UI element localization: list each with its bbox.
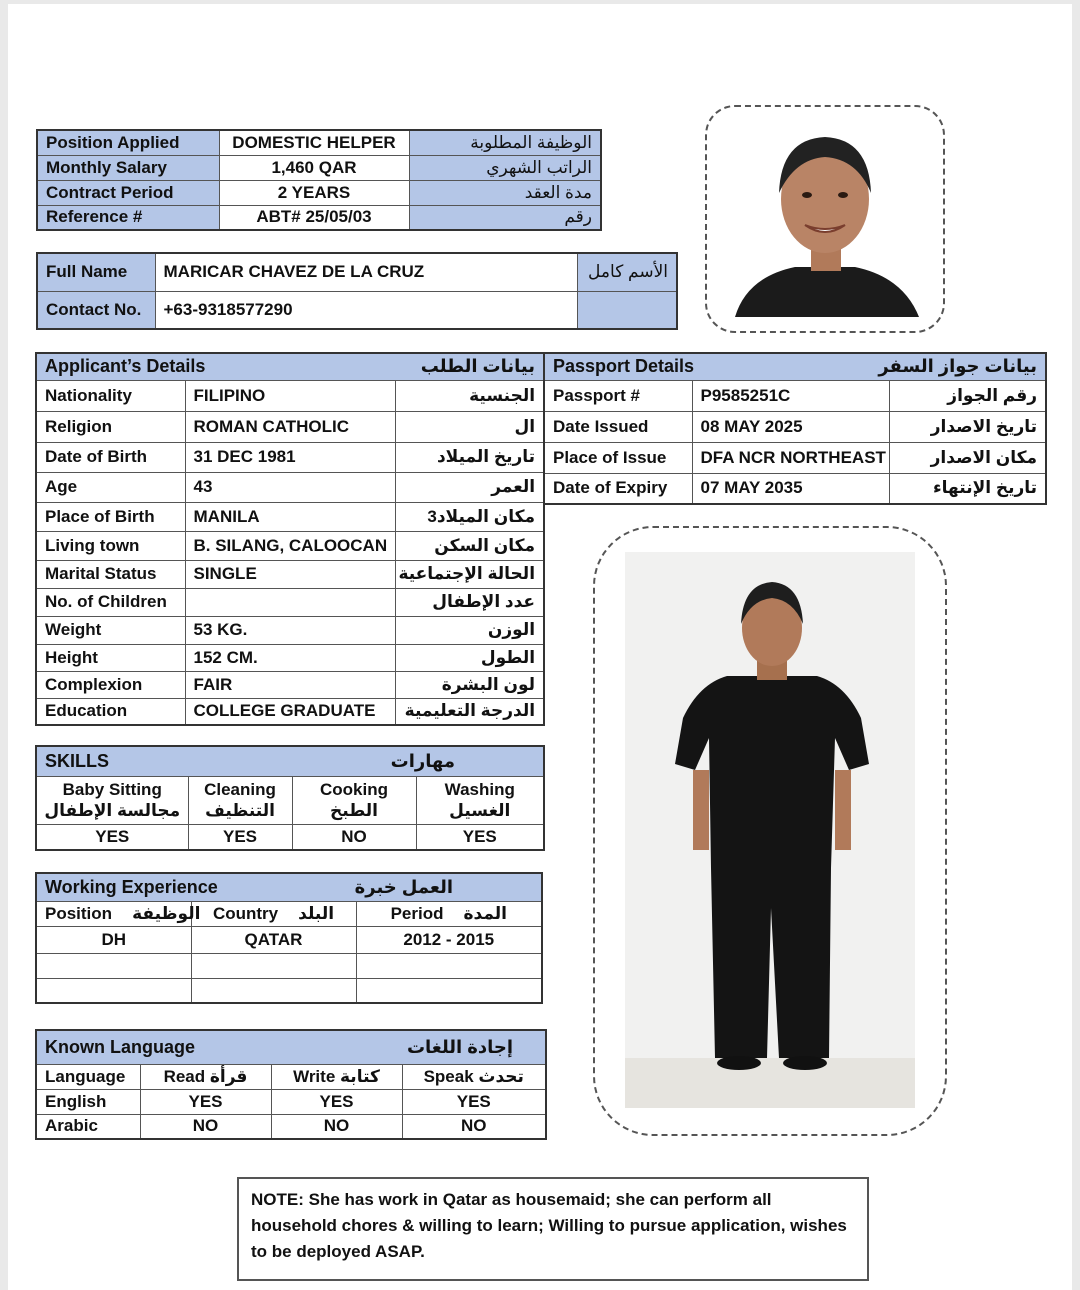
experience-country — [191, 953, 356, 978]
full-body-photo — [593, 526, 947, 1136]
applicant-label: Date of Birth — [36, 442, 185, 472]
passport-label-ar: تاريخ الاصدار — [889, 411, 1046, 442]
position-table — [36, 129, 602, 231]
languages-table — [35, 1029, 547, 1140]
skill-name-cell — [188, 776, 292, 824]
applicant-title-ar: بيانات الطلب — [420, 356, 536, 377]
applicant-label-ar: الطول — [395, 644, 544, 671]
salary-row: Monthly Salary 1,460 QAR الراتب الشهري — [37, 155, 601, 180]
applicant-label: Education — [36, 698, 185, 725]
applicant-label-ar: تاريخ الميلاد — [395, 442, 544, 472]
passport-label-ar: تاريخ الإنتهاء — [889, 473, 1046, 504]
experience-row — [36, 926, 542, 953]
applicant-row — [36, 644, 544, 671]
language-write: YES — [271, 1089, 402, 1114]
applicant-value: COLLEGE GRADUATE — [185, 698, 395, 725]
applicant-title: Applicant’s Details — [45, 356, 206, 377]
applicant-label: Age — [36, 472, 185, 502]
applicant-label-ar: لون البشرة — [395, 671, 544, 698]
skill-name: Cooking — [320, 780, 388, 799]
applicant-row — [36, 560, 544, 588]
contact-value: +63-9318577290 — [155, 291, 577, 329]
contract-row: Contract Period 2 YEARS مدة العقد — [37, 180, 601, 205]
applicant-label: Religion — [36, 411, 185, 442]
passport-value: P9585251C — [692, 380, 889, 411]
languages-title: Known Language — [45, 1036, 195, 1057]
applicant-label-ar: الوزن — [395, 616, 544, 644]
experience-row — [36, 978, 542, 1003]
contact-row: Contact No. +63-9318577290 — [37, 291, 677, 329]
applicant-label-ar: مكان الميلاد3 — [395, 502, 544, 531]
experience-period — [356, 978, 542, 1003]
languages-columns-row — [36, 1064, 546, 1089]
skill-value: YES — [188, 824, 292, 850]
passport-value: 08 MAY 2025 — [692, 411, 889, 442]
skill-value: YES — [416, 824, 544, 850]
skill-name-ar: مجالسة الإطفال — [44, 801, 181, 820]
experience-row — [36, 953, 542, 978]
experience-column-ar: المدة — [463, 903, 507, 923]
applicant-row — [36, 588, 544, 616]
applicant-row — [36, 698, 544, 725]
experience-column-header — [36, 901, 201, 926]
language-write: NO — [271, 1114, 402, 1139]
experience-position — [36, 953, 191, 978]
skill-name: Baby Sitting — [62, 780, 162, 799]
applicant-label: Place of Birth — [36, 502, 185, 531]
language-speak: NO — [402, 1114, 546, 1139]
passport-row — [544, 380, 1046, 411]
applicant-value: 152 CM. — [185, 644, 395, 671]
applicant-row — [36, 472, 544, 502]
note-box: NOTE: She has work in Qatar as housemaid; she can perform all household chores & willing to learn; Willing to pursue application, wishes to be deployed ASAP. — [237, 1177, 869, 1281]
language-read: NO — [140, 1114, 271, 1139]
experience-country: QATAR — [191, 926, 356, 953]
full-name-value: MARICAR CHAVEZ DE LA CRUZ — [155, 253, 577, 291]
skills-names-row — [36, 776, 544, 824]
skill-name: Washing — [444, 780, 515, 799]
applicant-label-ar: الجنسية — [395, 380, 544, 411]
passport-label-ar: مكان الاصدار — [889, 442, 1046, 473]
skill-name-ar: التنظيف — [205, 801, 275, 820]
experience-table — [35, 872, 543, 1004]
applicant-value: FAIR — [185, 671, 395, 698]
skill-name-ar: الطبخ — [330, 801, 378, 820]
applicant-label: Complexion — [36, 671, 185, 698]
skills-values-row — [36, 824, 544, 850]
applicant-label-ar: عدد الإطفال — [395, 588, 544, 616]
applicant-row — [36, 616, 544, 644]
skills-table — [35, 745, 545, 851]
experience-column-ar: البلد — [298, 903, 335, 923]
skill-name-cell — [292, 776, 416, 824]
applicant-header — [36, 353, 544, 380]
experience-title-ar: العمل خبرة — [354, 876, 454, 897]
skill-name-cell — [36, 776, 188, 824]
applicant-value: SINGLE — [185, 560, 395, 588]
passport-row — [544, 473, 1046, 504]
passport-title: Passport Details — [553, 356, 695, 377]
language-speak: YES — [402, 1089, 546, 1114]
language-row — [36, 1114, 546, 1139]
skills-title-ar: مهارات — [390, 750, 456, 771]
applicant-row — [36, 411, 544, 442]
skill-value: YES — [36, 824, 188, 850]
applicant-value: B. SILANG, CALOOCAN — [185, 531, 395, 560]
language-column-header: Speak تحدث — [402, 1064, 546, 1089]
full-body-illustration — [595, 528, 945, 1134]
skill-name-ar: الغسيل — [449, 801, 511, 820]
applicant-label: Weight — [36, 616, 185, 644]
applicant-row — [36, 531, 544, 560]
passport-label-ar: رقم الجواز — [889, 380, 1046, 411]
applicant-label-ar: مكان السكن — [395, 531, 544, 560]
languages-title-ar: إجادة اللغات — [406, 1036, 513, 1057]
languages-header — [36, 1030, 546, 1064]
applicant-row — [36, 442, 544, 472]
applicant-value: MANILA — [185, 502, 395, 531]
skill-name: Cleaning — [204, 780, 276, 799]
experience-column-en: Country — [212, 903, 279, 923]
experience-position — [36, 978, 191, 1003]
passport-value: DFA NCR NORTHEAST — [692, 442, 889, 473]
cv-page — [8, 4, 1072, 1290]
headshot-photo — [705, 105, 945, 333]
applicant-label: No. of Children — [36, 588, 185, 616]
applicant-value: 43 — [185, 472, 395, 502]
language-name: English — [36, 1089, 140, 1114]
applicant-label-ar: الحالة الإجتماعية — [395, 560, 544, 588]
experience-period: 2012 - 2015 — [356, 926, 542, 953]
language-name: Arabic — [36, 1114, 140, 1139]
experience-header — [36, 873, 542, 901]
applicant-label: Height — [36, 644, 185, 671]
applicant-value: ROMAN CATHOLIC — [185, 411, 395, 442]
applicant-label: Nationality — [36, 380, 185, 411]
skill-value: NO — [292, 824, 416, 850]
applicant-row — [36, 502, 544, 531]
experience-column-header — [356, 901, 542, 926]
passport-title-ar: بيانات جواز السفر — [878, 356, 1038, 377]
applicant-value: FILIPINO — [185, 380, 395, 411]
passport-row — [544, 411, 1046, 442]
language-column-header: Write كتابة — [271, 1064, 402, 1089]
experience-title: Working Experience — [45, 876, 218, 897]
experience-column-header — [191, 901, 356, 926]
experience-column-ar: الوظيفة — [132, 903, 201, 923]
skills-title: SKILLS — [45, 750, 110, 771]
language-column-header: Read قرأة — [140, 1064, 271, 1089]
applicant-label-ar: العمر — [395, 472, 544, 502]
applicant-row — [36, 380, 544, 411]
applicant-value: 31 DEC 1981 — [185, 442, 395, 472]
passport-label: Place of Issue — [544, 442, 692, 473]
identity-table — [36, 252, 678, 330]
experience-country — [191, 978, 356, 1003]
experience-column-en: Position — [45, 903, 113, 923]
skill-name-cell — [416, 776, 544, 824]
full-name-row: Full Name MARICAR CHAVEZ DE LA CRUZ الأسم كامل — [37, 253, 677, 291]
applicant-details-table — [35, 352, 545, 726]
experience-period — [356, 953, 542, 978]
passport-value: 07 MAY 2035 — [692, 473, 889, 504]
experience-column-en: Period — [390, 903, 444, 923]
headshot-illustration — [707, 107, 943, 331]
language-read: YES — [140, 1089, 271, 1114]
experience-columns-row — [36, 901, 542, 926]
position-row: Position Applied DOMESTIC HELPER الوظيفة المطلوبة — [37, 130, 601, 155]
reference-row: Reference # ABT# 25/05/03 رقم — [37, 205, 601, 230]
language-row — [36, 1089, 546, 1114]
passport-label: Date Issued — [544, 411, 692, 442]
passport-row — [544, 442, 1046, 473]
passport-label: Date of Expiry — [544, 473, 692, 504]
applicant-label-ar: ال — [395, 411, 544, 442]
passport-header — [544, 353, 1046, 380]
applicant-label: Marital Status — [36, 560, 185, 588]
applicant-label: Living town — [36, 531, 185, 560]
applicant-value — [185, 588, 395, 616]
experience-position: DH — [36, 926, 191, 953]
applicant-value: 53 KG. — [185, 616, 395, 644]
applicant-label-ar: الدرجة التعليمية — [395, 698, 544, 725]
passport-details-table — [543, 352, 1047, 505]
language-column-header: Language — [36, 1064, 140, 1089]
passport-label: Passport # — [544, 380, 692, 411]
applicant-row — [36, 671, 544, 698]
skills-header — [36, 746, 544, 776]
